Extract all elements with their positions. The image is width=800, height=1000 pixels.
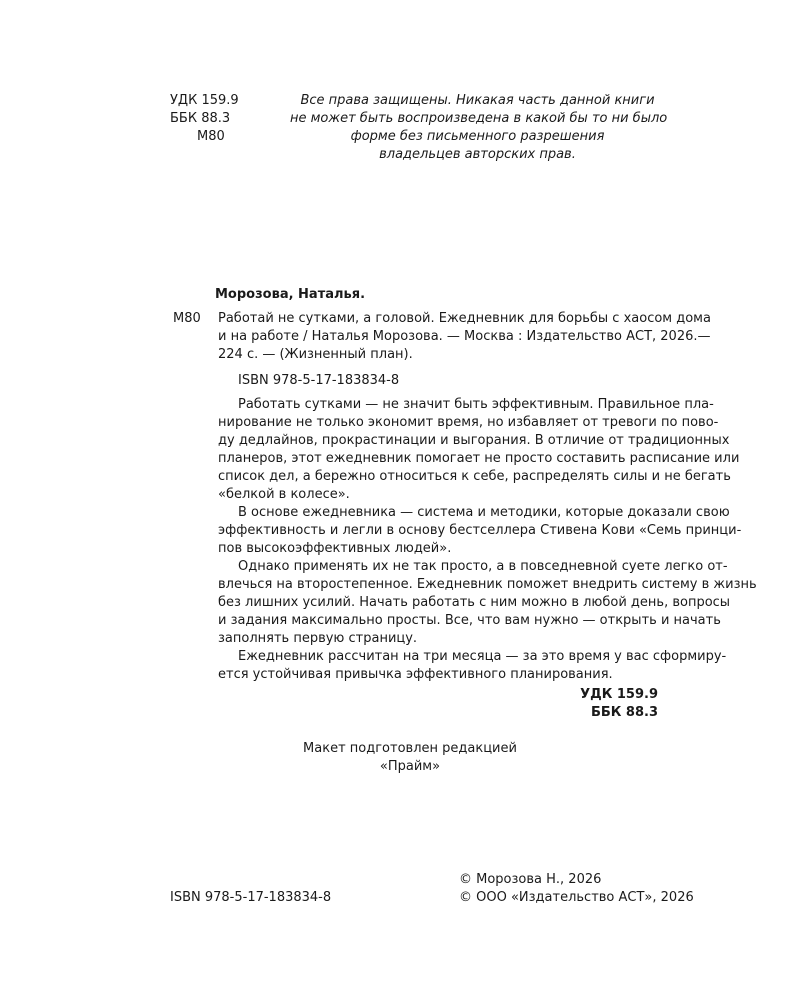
prepared-line: Макет подготовлен редакцией [303, 741, 517, 756]
udk-code: УДК 159.9 [580, 687, 658, 702]
rights-notice [290, 92, 668, 164]
annotation-line: ду дедлайнов, прокрастинации и выгорания. В отличие от традиционных [218, 433, 730, 448]
catalog-mark: М80 [173, 311, 201, 326]
annotation-line: «белкой в колесе». [218, 487, 350, 502]
copyright-line: © ООО «Издательство АСТ», 2026 [459, 890, 694, 905]
isbn-main: ISBN 978-5-17-183834-8 [238, 373, 400, 388]
copyright-line: © Морозова Н., 2026 [459, 872, 602, 887]
rights-line: форме без письменного разрешения [350, 129, 605, 144]
biblio-line: и на работе / Наталья Морозова. — Москва : Издательство АСТ, 2026.— [218, 329, 711, 344]
annotation [218, 396, 757, 684]
annotation-line: нирование не только экономит время, но избавляет от тревоги по пово- [218, 415, 719, 430]
annotation-line: пов высокоэффективных людей». [218, 541, 452, 556]
rights-line: Все права защищены. Никакая часть данной книги [300, 93, 655, 108]
author-name: Морозова, Наталья. [215, 287, 366, 302]
biblio-line: 224 с. — (Жизненный план). [218, 347, 413, 362]
annotation-line: влечься на второстепенное. Ежедневник поможет внедрить систему в жизнь [218, 577, 757, 592]
annotation-line: эффективность и легли в основу бестселлера Стивена Кови «Семь принци- [218, 523, 742, 538]
classification-codes-top [170, 92, 290, 146]
isbn-bottom: ISBN 978-5-17-183834-8 [170, 890, 332, 905]
biblio-line: Работай не сутками, а головой. Ежедневник для борьбы с хаосом дома [218, 311, 711, 326]
annotation-line: без лишних усилий. Начать работать с ним можно в любой день, вопросы [218, 595, 731, 610]
annotation-line: ется устойчивая привычка эффективного планирования. [218, 667, 613, 682]
bbk-code: ББК 88.3 [590, 705, 658, 720]
annotation-line: В основе ежедневника — система и методики, которые доказали свою [238, 505, 730, 520]
bibliographic-description [218, 310, 711, 364]
prepared-note [270, 740, 550, 776]
author-mark: М80 [197, 129, 225, 144]
copyright-block [459, 871, 694, 907]
udk-code: УДК 159.9 [170, 93, 239, 108]
annotation-line: и задания максимально просты. Все, что вам нужно — открыть и начать [218, 613, 721, 628]
rights-line: не может быть воспроизведена в какой бы то ни было [290, 111, 668, 126]
annotation-line: планеров, этот ежедневник помогает не просто составить расписание или [218, 451, 740, 466]
annotation-line: заполнять первую страницу. [218, 631, 418, 646]
bbk-code: ББК 88.3 [170, 111, 231, 126]
annotation-line: Ежедневник рассчитан на три месяца — за это время у вас сформиру- [238, 649, 727, 664]
prepared-line: «Прайм» [379, 759, 441, 774]
annotation-line: Однако применять их не так просто, а в повседневной суете легко от- [238, 559, 728, 574]
annotation-line: Работать сутками — не значит быть эффективным. Правильное пла- [238, 397, 714, 412]
rights-line: владельцев авторских прав. [379, 147, 576, 162]
classification-codes-right [520, 686, 658, 722]
annotation-line: список дел, а бережно относиться к себе, распределять силы и не бегать [218, 469, 731, 484]
